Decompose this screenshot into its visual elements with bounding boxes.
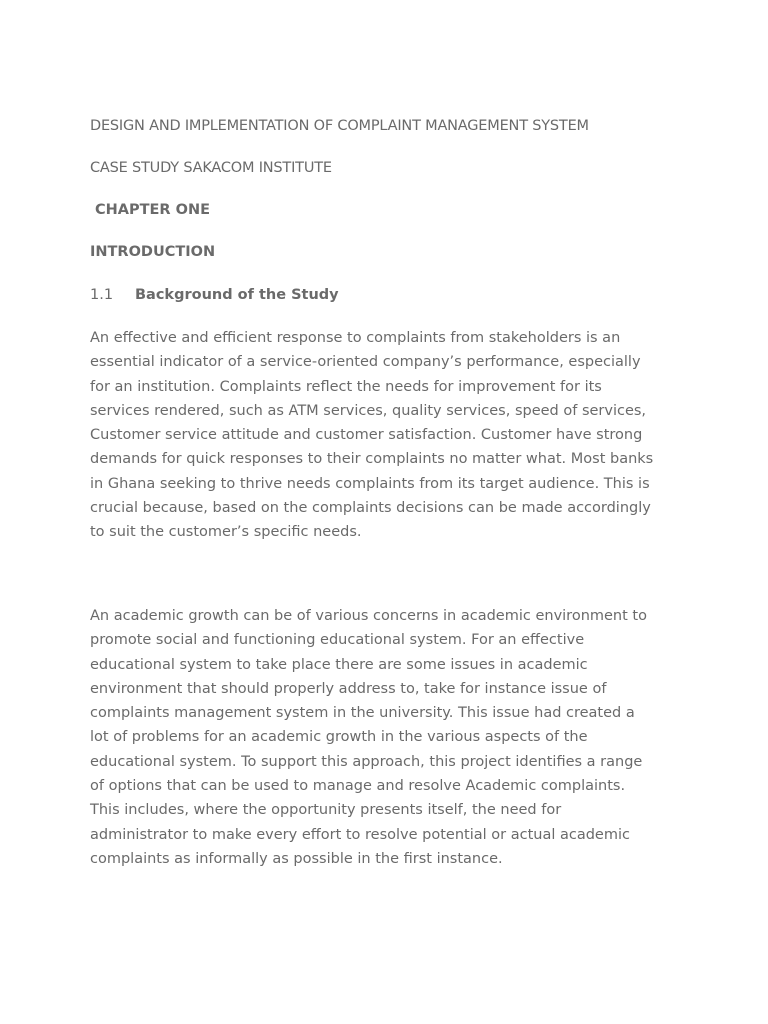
section-heading	[90, 286, 339, 304]
paragraph-line: lot of problems for an academic growth in the various aspects of the	[90, 729, 588, 746]
paragraph-line: in Ghana seeking to thrive needs complaints from its target audience. This is	[90, 475, 650, 492]
paragraph-line: to suit the customer’s specific needs.	[90, 524, 362, 541]
paragraph-line: demands for quick responses to their complaints no matter what. Most banks	[90, 451, 654, 468]
paragraph-line: educational system. To support this approach, this project identifies a range	[90, 753, 643, 770]
paragraph-line: promote social and functioning educational system. For an effective	[90, 632, 585, 649]
introduction-heading: INTRODUCTION	[90, 244, 216, 260]
paragraph-line: Customer service attitude and customer satisfaction. Customer have strong	[90, 427, 643, 444]
paragraph-line: educational system to take place there are some issues in academic	[90, 656, 588, 673]
paragraph-line: An effective and efficient response to complaints from stakeholders is an	[90, 330, 621, 346]
paragraph-line: environment that should properly address to, take for instance issue of	[90, 680, 607, 697]
paragraph-line: crucial because, based on the complaints decisions can be made accordingly	[90, 500, 651, 517]
paragraph-1	[90, 326, 690, 545]
paragraph-line: services rendered, such as ATM services, quality services, speed of services,	[90, 402, 647, 419]
chapter-heading: CHAPTER ONE	[95, 202, 211, 218]
section-number: 1.1	[90, 287, 114, 303]
paragraph-line: complaints as informally as possible in the first instance.	[90, 850, 503, 867]
paragraph-line: complaints management system in the university. This issue had created a	[90, 705, 635, 722]
paragraph-line: An academic growth can be of various concerns in academic environment to	[90, 608, 647, 624]
paragraph-line: of options that can be used to manage and resolve Academic complaints.	[90, 778, 626, 795]
paragraph-line: for an institution. Complaints reflect the needs for improvement for its	[90, 378, 602, 395]
paragraph-line: essential indicator of a service-oriented company’s performance, especially	[90, 354, 641, 371]
document-subtitle: CASE STUDY SAKACOM INSTITUTE	[90, 160, 332, 176]
document-title: DESIGN AND IMPLEMENTATION OF COMPLAINT MANAGEMENT SYSTEM	[90, 118, 589, 134]
paragraph-line: This includes, where the opportunity presents itself, the need for	[90, 802, 562, 819]
section-title: Background of the Study	[135, 287, 339, 303]
paragraph-2	[90, 604, 690, 871]
paragraph-line: administrator to make every effort to resolve potential or actual academic	[90, 826, 630, 843]
